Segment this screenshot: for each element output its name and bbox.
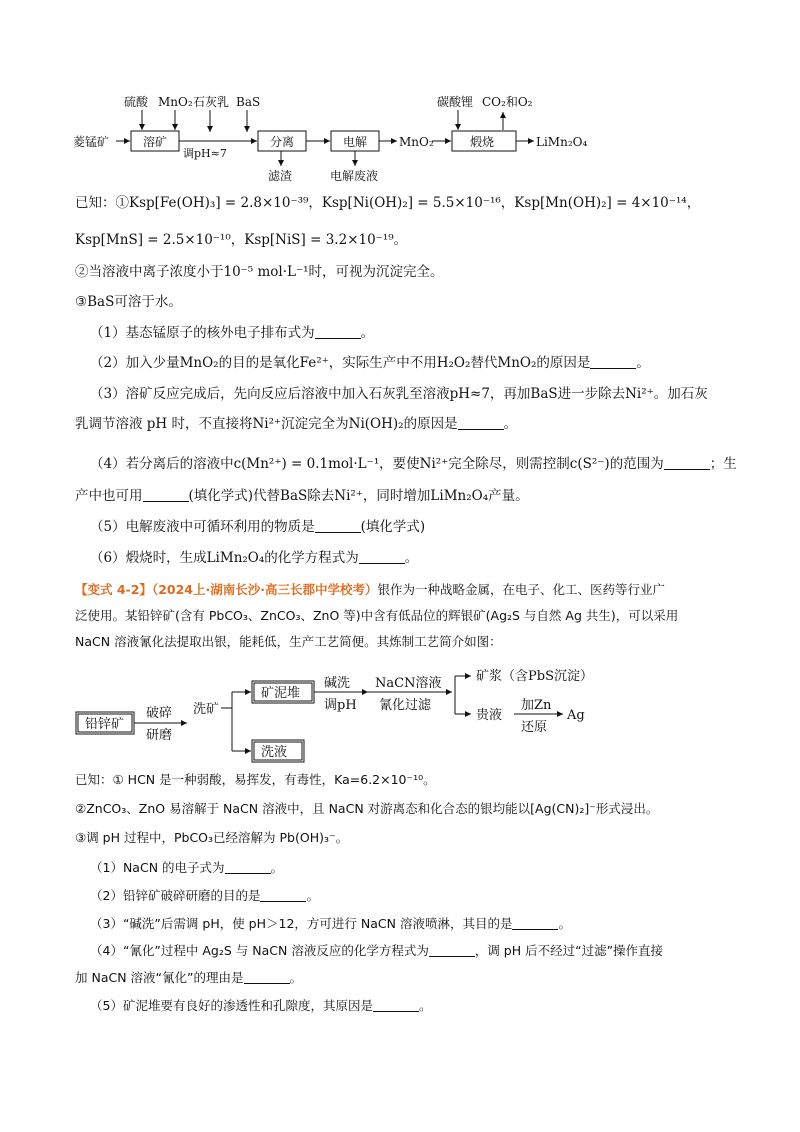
answer-blank[interactable] xyxy=(260,887,306,902)
flow1-reagent-sulfuric: 硫酸 xyxy=(124,95,149,109)
flow2-step4b: 还原 xyxy=(521,720,548,735)
q42-question-4b: 加 NaCN 溶液“氰化”的理由是 。 xyxy=(75,970,303,985)
q42-question-2: （2）铅锌矿破碎研磨的目的是 。 xyxy=(90,888,319,903)
flow2-step1b: 研磨 xyxy=(146,728,173,743)
variant-intro-line2: 泛使用。某铅锌矿(含有 PbCO₃、ZnCO₃、ZnO 等)中含有低品位的辉银矿(Ag₂S 与自然 Ag 共生)，可以采用 xyxy=(75,608,679,623)
flow2-box-slime-label: 矿泥堆 xyxy=(261,686,301,701)
flow2-step1a: 破碎 xyxy=(146,706,173,721)
answer-blank[interactable] xyxy=(458,415,504,430)
answer-blank[interactable] xyxy=(315,324,361,339)
answer-blank[interactable] xyxy=(590,354,636,369)
flow1-reagent-mno2: MnO₂ xyxy=(158,95,193,109)
q4-question-6: （6）煅烧时，生成LiMn₂O₄的化学方程式为 。 xyxy=(90,550,419,566)
q42-known2: ②ZnCO₃、ZnO 易溶解于 NaCN 溶液中，且 NaCN 对游离态和化合态的银均能以[Ag(CN)₂]⁻形式浸出。 xyxy=(75,801,659,816)
answer-blank[interactable] xyxy=(512,915,558,930)
flow1-gas: CO₂和O₂ xyxy=(482,95,533,109)
flow1-reagent-bas: BaS xyxy=(236,95,261,109)
q4-question-3a: （3）溶矿反应完成后，先向反应后溶液中加入石灰乳至溶液pH≈7，再加BaS进一步除去Ni²⁺。加石灰 xyxy=(90,386,708,402)
q42-known3: ③调 pH 过程中，PbCO₃已经溶解为 Pb(OH)₃⁻。 xyxy=(75,830,349,845)
answer-blank[interactable] xyxy=(225,859,271,874)
answer-blank[interactable] xyxy=(315,518,361,533)
q42-question-1: （1）NaCN 的电子式为 。 xyxy=(90,860,284,875)
variant-source: （2024上·湖南长沙·高三长郡中学校考） xyxy=(151,582,378,597)
flow1-residue: 滤渣 xyxy=(268,169,293,183)
flow1-cond: 调pH≈7 xyxy=(183,147,227,160)
flow2-out-slurry: 矿浆（含PbS沉淀） xyxy=(476,669,593,684)
flow1-waste: 电解废液 xyxy=(330,169,379,183)
q4-question-2: （2）加入少量MnO₂的目的是氧化Fe²⁺，实际生产中不用H₂O₂替代MnO₂的原因是 。 xyxy=(90,355,650,371)
q4-question-4b: 产中也可用 (填化学式)代替BaS除去Ni²⁺，同时增加LiMn₂O₄产量。 xyxy=(75,488,529,504)
flow1-box-separate-label: 分离 xyxy=(270,135,295,149)
flow1-product-mno2: MnO₂ xyxy=(399,135,434,149)
flow1-box-electrolysis-label: 电解 xyxy=(343,135,368,149)
q42-question-3: （3）“碱洗”后需调 pH，使 pH＞12，方可进行 NaCN 溶液喷淋，其目的是 。 xyxy=(90,916,571,931)
variant-tag: 【变式 4-2】 xyxy=(75,582,152,597)
q4-known1b: Ksp[MnS] = 2.5×10⁻¹⁰，Ksp[NiS] = 3.2×10⁻¹⁹。 xyxy=(75,232,408,248)
flow1-box-calcine-label: 煅烧 xyxy=(470,135,495,149)
q4-question-4a: （4）若分离后的溶液中c(Mn²⁺) = 0.1mol·L⁻¹，要使Ni²⁺完全除尽，则需控制c(S²⁻)的范围为 ；生 xyxy=(90,456,737,472)
answer-blank[interactable] xyxy=(429,942,475,957)
flow2-product-ag: Ag xyxy=(567,708,585,723)
variant-intro-line1: 【变式 4-2】（2024上·湖南长沙·高三长郡中学校考）银作为一种战略金属，在电子、化工、医药等行业广 xyxy=(75,582,665,597)
flow1-input: 菱锰矿 xyxy=(73,135,110,149)
q4-question-1: （1）基态锰原子的核外电子排布式为 。 xyxy=(90,325,375,341)
flow2-step3b: 氰化过滤 xyxy=(379,698,432,713)
q4-question-5: （5）电解废液中可循环利用的物质是 (填化学式) xyxy=(90,519,426,535)
q4-known3: ③BaS可溶于水。 xyxy=(75,294,182,310)
answer-blank[interactable] xyxy=(143,487,189,502)
q4-question-3b: 乳调节溶液 pH 时，不直接将Ni²⁺沉淀完全为Ni(OH)₂的原因是 。 xyxy=(75,416,518,432)
q4-known1: 已知：①Ksp[Fe(OH)₃] = 2.8×10⁻³⁹，Ksp[Ni(OH)₂] = 5.5×10⁻¹⁶，Ksp[Mn(OH)₂] = 4×10⁻¹⁴， xyxy=(75,195,701,211)
flow2-wash-ore: 洗矿 xyxy=(193,702,220,717)
flow2-step3a: NaCN溶液 xyxy=(375,676,442,691)
q42-known1: 已知：① HCN 是一种弱酸，易挥发，有毒性，Ka=6.2×10⁻¹⁰。 xyxy=(75,772,436,787)
flow2-box-ore-label: 铅锌矿 xyxy=(85,717,125,732)
q42-question-5: （5）矿泥堆要有良好的渗透性和孔隙度，其原因是 。 xyxy=(90,998,432,1013)
flow1-product-limn2o4: LiMn₂O₄ xyxy=(536,135,588,149)
flow1-reagent-lime: 石灰乳 xyxy=(193,95,230,109)
answer-blank[interactable] xyxy=(664,455,710,470)
flow2-step2b: 调pH xyxy=(324,698,357,713)
flow2-box-washliquid-label: 洗液 xyxy=(261,745,288,760)
flow2-step2a: 碱洗 xyxy=(324,676,351,691)
answer-blank[interactable] xyxy=(373,997,419,1012)
answer-blank[interactable] xyxy=(359,549,405,564)
flow2-step4a: 加Zn xyxy=(521,698,552,713)
flow1-box-dissolve-label: 溶矿 xyxy=(143,135,168,149)
variant-intro-line3: NaCN 溶液氰化法提取出银，能耗低，生产工艺简便。其炼制工艺简介如图： xyxy=(75,634,502,649)
flow2-out-pregnant: 贵液 xyxy=(476,708,503,723)
q4-known2: ②当溶液中离子浓度小于10⁻⁵ mol·L⁻¹时，可视为沉淀完全。 xyxy=(75,264,444,280)
flow1-reagent-li2co3: 碳酸锂 xyxy=(437,95,474,109)
answer-blank[interactable] xyxy=(244,969,290,984)
q42-question-4a: （4）“氰化”过程中 Ag₂S 与 NaCN 溶液反应的化学方程式为 ，调 pH 后不经过“过滤”操作直接 xyxy=(90,943,664,958)
